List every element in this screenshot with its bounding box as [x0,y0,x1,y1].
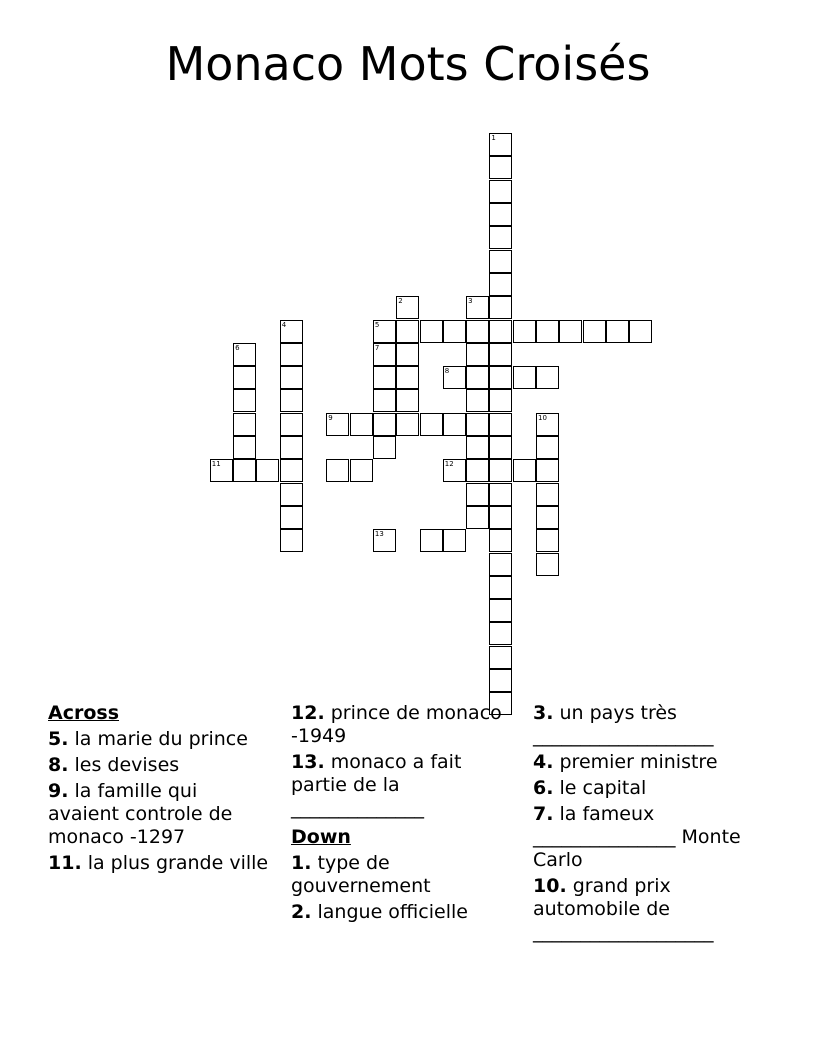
clue-across-11 [48,852,273,875]
grid-cell[interactable] [489,226,512,249]
clue-number: 9. [48,780,69,802]
grid-cell[interactable] [489,506,512,529]
clue-text: la marie du prince [74,728,248,750]
grid-cell[interactable] [396,413,419,436]
grid-cell[interactable] [443,413,466,436]
clues-column-1 [48,702,273,878]
grid-cell[interactable] [443,529,466,552]
grid-cell-8[interactable] [443,366,466,389]
clue-text: un pays très ___________________ [533,702,714,747]
clue-text: premier ministre [559,751,718,773]
grid-cell[interactable] [489,483,512,506]
clue-across-9 [48,780,273,849]
clue-down-4 [533,751,783,774]
grid-cell[interactable] [373,366,396,389]
clues-column-2 [291,702,513,927]
grid-cell[interactable] [326,459,349,482]
grid-cell[interactable] [466,436,489,459]
clue-number: 11. [48,852,82,874]
grid-cell[interactable] [420,529,443,552]
clue-number: 7. [533,803,554,825]
clue-number-label: 7 [374,343,380,352]
clue-number: 13. [291,751,325,773]
clues-column-3 [533,702,783,947]
grid-cell-5[interactable] [373,320,396,343]
grid-cell[interactable] [420,320,443,343]
grid-cell[interactable] [489,622,512,645]
grid-cell-11[interactable] [210,459,233,482]
grid-cell[interactable] [489,459,512,482]
grid-cell[interactable] [396,343,419,366]
grid-cell[interactable] [489,366,512,389]
grid-cell[interactable] [256,459,279,482]
grid-cell[interactable] [559,320,582,343]
grid-cell[interactable] [280,436,303,459]
clue-text: monaco a fait partie de la ______________ [291,751,462,819]
grid-cell[interactable] [280,366,303,389]
grid-cell[interactable] [536,529,559,552]
grid-cell-2[interactable] [396,296,419,319]
clue-text: la famille qui avaient controle de monaco -1297 [48,780,233,848]
grid-cell[interactable] [489,180,512,203]
clue-number-label: 1 [491,134,496,143]
grid-cell[interactable] [489,646,512,669]
clue-number: 1. [291,852,312,874]
clue-across-8 [48,754,273,777]
grid-cell[interactable] [489,250,512,273]
grid-cell[interactable] [466,366,489,389]
grid-cell[interactable] [396,366,419,389]
grid-cell[interactable] [233,389,256,412]
clue-text: type de gouvernement [291,852,431,897]
grid-cell[interactable] [280,459,303,482]
clue-number: 10. [533,875,567,897]
clue-text: la fameux _______________ Monte Carlo [533,803,741,871]
clue-across-5 [48,728,273,751]
grid-cell[interactable] [350,413,373,436]
down-heading: Down [291,826,351,848]
clue-down-2 [291,901,513,924]
grid-cell[interactable] [373,413,396,436]
grid-cell[interactable] [466,483,489,506]
clue-number: 4. [533,751,554,773]
grid-cell[interactable] [489,296,512,319]
grid-cell-6[interactable] [233,343,256,366]
clue-number-label: 12 [444,460,454,469]
grid-cell[interactable] [489,599,512,622]
clue-text: le capital [559,777,647,799]
grid-cell[interactable] [466,389,489,412]
clue-number-label: 13 [374,530,384,539]
grid-cell[interactable] [489,413,512,436]
grid-cell[interactable] [513,459,536,482]
grid-cell[interactable] [489,436,512,459]
across-heading: Across [48,702,120,724]
grid-cell[interactable] [466,343,489,366]
grid-cell-9[interactable] [326,413,349,436]
grid-cell[interactable] [233,436,256,459]
grid-cell[interactable] [489,320,512,343]
clue-down-10 [533,875,783,944]
clue-down-6 [533,777,783,800]
grid-cell[interactable] [489,389,512,412]
clue-text: les devises [74,754,180,776]
grid-cell[interactable] [536,553,559,576]
grid-cell[interactable] [629,320,652,343]
grid-cell[interactable] [489,669,512,692]
grid-cell[interactable] [280,483,303,506]
grid-cell[interactable] [233,413,256,436]
clue-number: 12. [291,702,325,724]
grid-cell[interactable] [489,576,512,599]
grid-cell[interactable] [420,413,443,436]
grid-cell-10[interactable] [536,413,559,436]
grid-cell[interactable] [536,436,559,459]
grid-cell[interactable] [466,413,489,436]
grid-cell-4[interactable] [280,320,303,343]
grid-cell-3[interactable] [466,296,489,319]
grid-cell[interactable] [536,506,559,529]
clue-number-label: 11 [211,460,221,469]
page-title: Monaco Mots Croisés [165,37,651,91]
grid-cell[interactable] [489,529,512,552]
clue-number: 6. [533,777,554,799]
clue-text: grand prix automobile de ___________________ [533,875,714,943]
clue-across-13 [291,751,513,820]
grid-cell-7[interactable] [373,343,396,366]
grid-cell[interactable] [536,320,559,343]
grid-cell[interactable] [489,273,512,296]
grid-cell[interactable] [233,459,256,482]
clue-text: langue officielle [317,901,468,923]
clue-number-label: 5 [374,320,380,329]
clue-text: prince de monaco -1949 [291,702,502,747]
grid-cell[interactable] [373,389,396,412]
clue-number-label: 9 [328,413,333,422]
grid-cell-1[interactable] [489,133,512,156]
grid-cell[interactable] [583,320,606,343]
clue-number-label: 10 [538,413,547,422]
clue-down-7 [533,803,783,872]
grid-cell[interactable] [536,366,559,389]
grid-cell[interactable] [513,320,536,343]
clue-number: 8. [48,754,69,776]
grid-cell[interactable] [396,389,419,412]
grid-cell[interactable] [280,343,303,366]
clue-text: la plus grande ville [87,852,269,874]
grid-cell[interactable] [489,343,512,366]
grid-cell[interactable] [233,366,256,389]
grid-cell[interactable] [489,156,512,179]
clue-number: 5. [48,728,69,750]
grid-cell-12[interactable] [443,459,466,482]
clue-number: 2. [291,901,312,923]
clue-number-label: 8 [444,367,450,376]
clue-number-label: 4 [281,320,287,329]
grid-cell[interactable] [396,320,419,343]
clue-number-label: 2 [398,297,403,306]
grid-cell[interactable] [466,320,489,343]
grid-cell[interactable] [373,436,396,459]
grid-cell[interactable] [443,320,466,343]
clue-number-label: 6 [235,343,240,352]
clue-down-3 [533,702,783,748]
grid-cell[interactable] [536,459,559,482]
grid-cell[interactable] [280,413,303,436]
clue-across-12 [291,702,513,748]
grid-cell[interactable] [536,483,559,506]
grid-cell[interactable] [489,203,512,226]
grid-cell[interactable] [280,506,303,529]
clue-down-1 [291,852,513,898]
grid-cell[interactable] [466,506,489,529]
clue-number-label: 3 [468,297,473,306]
grid-cell[interactable] [606,320,629,343]
grid-cell[interactable] [280,529,303,552]
grid-cell[interactable] [513,366,536,389]
grid-cell[interactable] [489,553,512,576]
clue-number: 3. [533,702,554,724]
grid-cell[interactable] [280,389,303,412]
grid-cell[interactable] [466,459,489,482]
grid-cell-13[interactable] [373,529,396,552]
grid-cell[interactable] [350,459,373,482]
